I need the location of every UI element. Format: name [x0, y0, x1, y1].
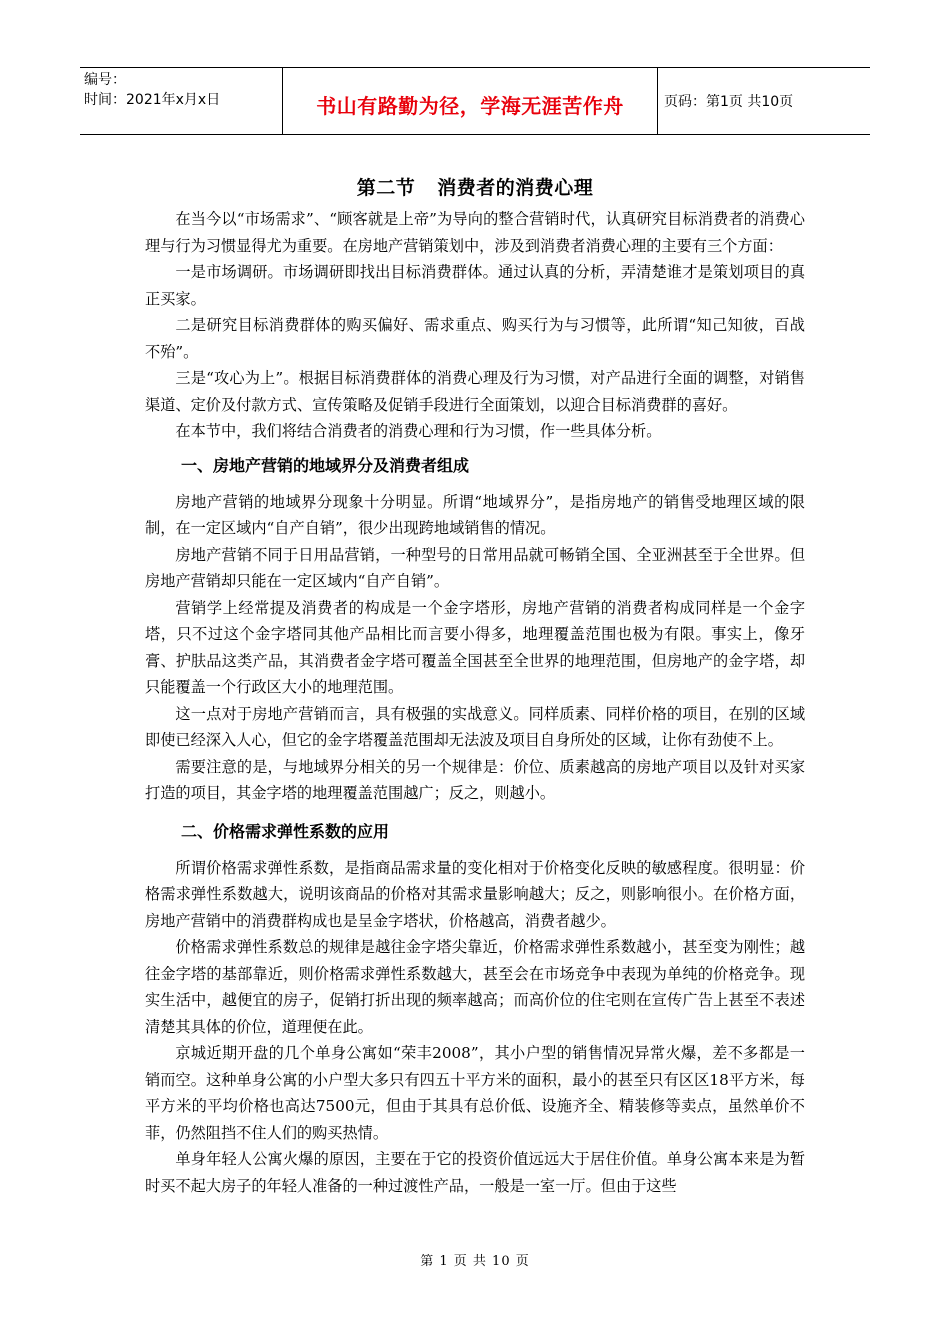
body-paragraph: 所谓价格需求弹性系数，是指商品需求量的变化相对于价格变化反映的敏感程度。很明显：价格需求弹性系数越大，说明该商品的价格对其需求量影响越大；反之，则影响很小。在价格方面，房地产营销中的消费群构成也是呈金字塔状，价格越高，消费者越少。 — [145, 858, 805, 930]
intro-paragraph: 一是市场调研。市场调研即找出目标消费群体。通过认真的分析，弄清楚谁才是策划项目的真正买家。 — [145, 263, 805, 308]
header-motto: 书山有路勤为径，学海无涯苦作舟 — [316, 93, 624, 118]
body-paragraph: 需要注意的是，与地域界分相关的另一个规律是：价位、质素越高的房地产项目以及针对买家打造的项目，其金字塔的地理覆盖范围越广；反之，则越小。 — [145, 757, 805, 802]
document-title-text: 消费者的消费心理 — [437, 177, 594, 199]
doc-number-label: 编号： — [84, 72, 126, 88]
document-title-section: 第二节 — [356, 177, 416, 199]
intro-paragraph: 在本节中，我们将结合消费者的消费心理和行为习惯，作一些具体分析。 — [175, 422, 662, 440]
document-body — [145, 206, 805, 1199]
intro-paragraph: 二是研究目标消费群体的购买偏好、需求重点、购买行为与习惯等，此所谓“知己知彼，百战不殆”。 — [145, 316, 805, 361]
page-footer: 第 1 页 共 10 页 — [420, 1254, 530, 1269]
header-page-label: 页码：第1页 共10页 — [664, 94, 794, 110]
body-paragraph: 这一点对于房地产营销而言，具有极强的实战意义。同样质素、同样价格的项目，在别的区域即使已经深入人心，但它的金字塔覆盖范围却无法波及项目自身所处的区域，让你有劲使不上。 — [145, 704, 805, 749]
body-paragraph: 京城近期开盘的几个单身公寓如“荣丰2008”，其小户型的销售情况异常火爆，差不多都是一销而空。这种单身公寓的小户型大多只有四五十平方米的面积，最小的甚至只有区区18平方米，每平方米的平均价格也高达7500元，但由于其具有总价低、设施齐全、精装修等卖点，虽然单价不菲，仍然阻挡不住人们的购买热情。 — [145, 1044, 805, 1142]
header-meta-cell — [80, 68, 282, 134]
intro-paragraph: 在当今以“市场需求”、“顾客就是上帝”为导向的整合营销时代，认真研究目标消费者的消费心理与行为习惯显得尤为重要。在房地产营销策划中，涉及到消费者消费心理的主要有三个方面： — [145, 210, 805, 255]
body-paragraph: 单身年轻人公寓火爆的原因，主要在于它的投资价值远远大于居住价值。单身公寓本来是为暂时买不起大房子的年轻人准备的一种过渡性产品，一般是一室一厅。但由于这些 — [145, 1150, 805, 1195]
section-heading-elasticity: 二、价格需求弹性系数的应用 — [181, 821, 390, 841]
header-page-cell — [658, 68, 870, 134]
section-heading-regional: 一、房地产营销的地域界分及消费者组成 — [181, 455, 470, 475]
body-paragraph: 价格需求弹性系数总的规律是越往金字塔尖靠近，价格需求弹性系数越小，甚至变为刚性；越往金字塔的基部靠近，则价格需求弹性系数越大，甚至会在市场竞争中表现为单纯的价格竞争。现实生活中，越便宜的房子，促销打折出现的频率越高；而高价位的住宅则在宣传广告上甚至不表述清楚其具体的价位，道理便在此。 — [145, 938, 805, 1036]
body-paragraph: 房地产营销的地域界分现象十分明显。所谓“地域界分”，是指房地产的销售受地理区域的限制，在一定区域内“自产自销”，很少出现跨地域销售的情况。 — [145, 492, 805, 537]
page-header — [80, 67, 870, 135]
document-title — [0, 173, 950, 200]
doc-date-label: 时间：2021年x月x日 — [84, 92, 221, 108]
header-motto-cell — [282, 68, 658, 134]
intro-paragraph: 三是“攻心为上”。根据目标消费群体的消费心理及行为习惯，对产品进行全面的调整，对销售渠道、定价及付款方式、宣传策略及促销手段进行全面策划，以迎合目标消费群的喜好。 — [145, 369, 805, 414]
body-paragraph: 营销学上经常提及消费者的构成是一个金字塔形，房地产营销的消费者构成同样是一个金字塔，只不过这个金字塔同其他产品相比而言要小得多，地理覆盖范围也极为有限。事实上，像牙膏、护肤品这类产品，其消费者金字塔可覆盖全国甚至全世界的地理范围，但房地产的金字塔，却只能覆盖一个行政区大小的地理范围。 — [145, 598, 805, 696]
body-paragraph: 房地产营销不同于日用品营销，一种型号的日常用品就可畅销全国、全亚洲甚至于全世界。但房地产营销却只能在一定区域内“自产自销”。 — [145, 545, 805, 590]
